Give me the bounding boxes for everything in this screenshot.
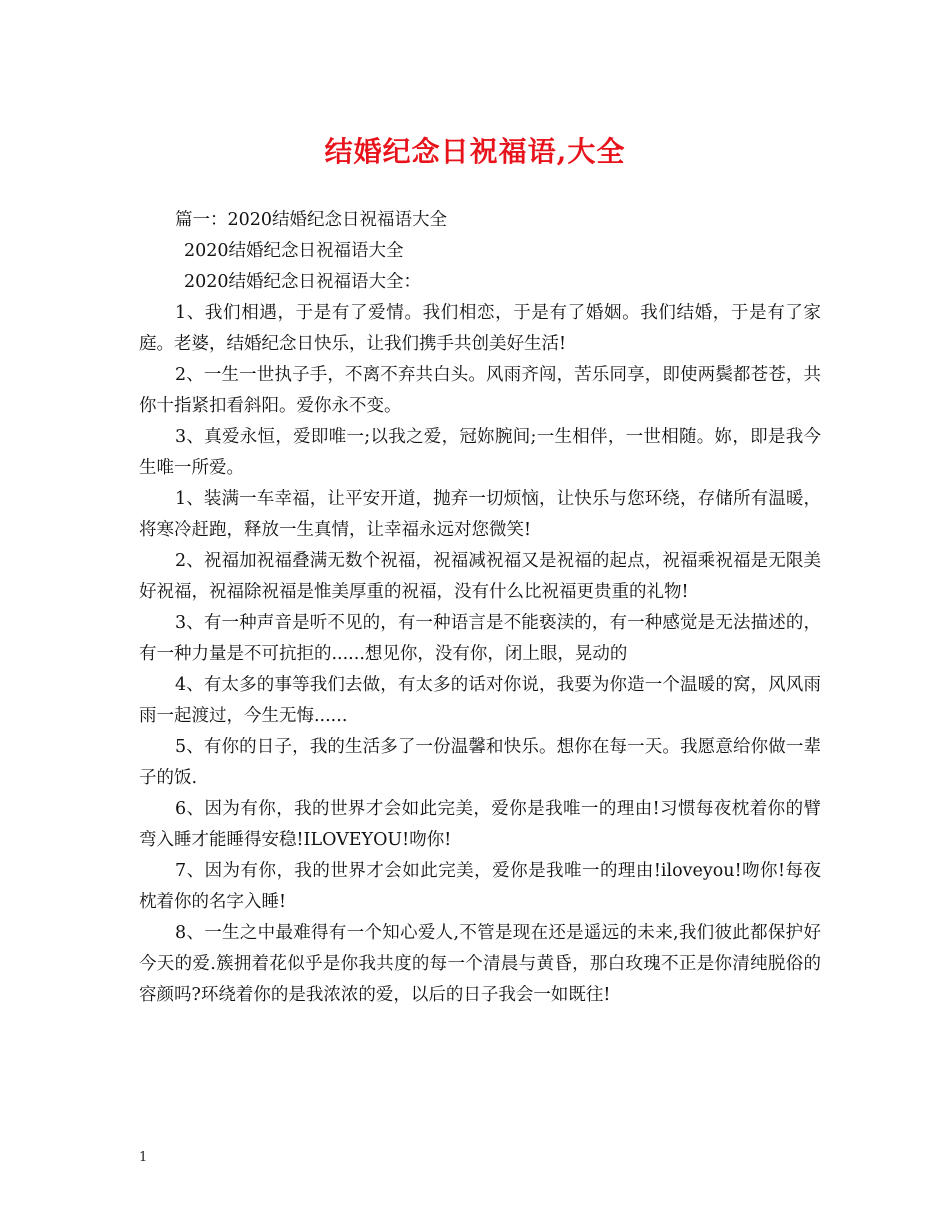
paragraph: 7、因为有你，我的世界才会如此完美，爱你是我唯一的理由!iloveyou!吻你!每夜枕着你的名字入睡! [139, 861, 821, 912]
paragraph: 6、因为有你，我的世界才会如此完美，爱你是我唯一的理由!习惯每夜枕着你的臂弯入睡才能睡得安稳!ILOVEYOU!吻你! [139, 799, 821, 850]
intro-line: 2020结婚纪念日祝福语大全： [184, 272, 422, 292]
page-number: 1 [139, 1150, 148, 1165]
document-body [139, 205, 821, 1011]
paragraph: 2、一生一世执子手，不离不弃共白头。风雨齐闯，苦乐同享，即使两鬓都苍苍，共你十指紧扣看斜阳。爱你永不变。 [139, 365, 821, 416]
paragraph: 3、有一种声音是听不见的，有一种语言是不能亵渎的，有一种感觉是无法描述的，有一种力量是不可抗拒的......想见你，没有你，闭上眼，晃动的 [139, 613, 821, 664]
document-title: 结婚纪念日祝福语,大全 [324, 135, 626, 168]
paragraph: 1、装满一车幸福，让平安开道，抛弃一切烦恼，让快乐与您环绕，存储所有温暖，将寒冷赶跑，释放一生真情，让幸福永远对您微笑! [139, 489, 821, 540]
paragraph: 5、有你的日子，我的生活多了一份温馨和快乐。想你在每一天。我愿意给你做一辈子的饭. [139, 737, 821, 788]
paragraph: 2、祝福加祝福叠满无数个祝福，祝福减祝福又是祝福的起点，祝福乘祝福是无限美好祝福，祝福除祝福是惟美厚重的祝福，没有什么比祝福更贵重的礼物! [139, 551, 821, 602]
paragraph: 3、真爱永恒，爱即唯一;以我之爱，冠妳腕间;一生相伴，一世相随。妳，即是我今生唯一所爱。 [139, 427, 821, 478]
section-heading: 篇一：2020结婚纪念日祝福语大全 [175, 210, 448, 230]
paragraph: 8、一生之中最难得有一个知心爱人,不管是现在还是遥远的未来,我们彼此都保护好今天的爱.簇拥着花似乎是你我共度的每一个清晨与黄昏，那白玫瑰不正是你清纯脱俗的容颜吗?环绕着你的是我浓浓的爱，以后的日子我会一如既往! [139, 923, 821, 1005]
paragraph: 4、有太多的事等我们去做，有太多的话对你说，我要为你造一个温暖的窝，风风雨雨一起渡过，今生无悔...... [139, 675, 821, 726]
paragraph: 1、我们相遇，于是有了爱情。我们相恋，于是有了婚姻。我们结婚，于是有了家庭。老婆，结婚纪念日快乐，让我们携手共创美好生活! [139, 303, 821, 354]
subtitle-line: 2020结婚纪念日祝福语大全 [184, 241, 404, 261]
